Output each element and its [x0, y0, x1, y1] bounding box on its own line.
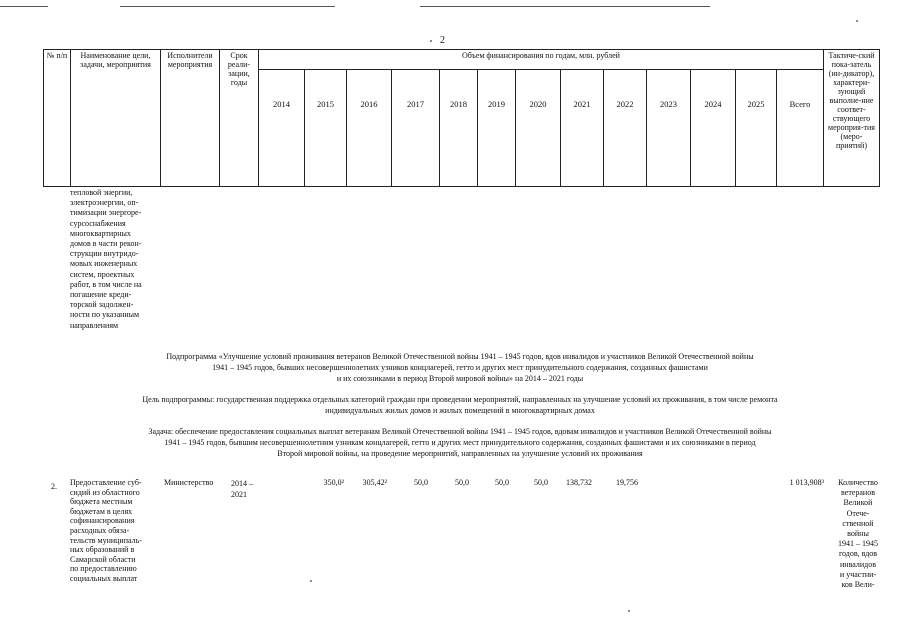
text-line: сидий из областного — [70, 487, 140, 497]
text-line: Великой — [843, 498, 873, 508]
total-header: Всего — [777, 70, 824, 187]
row-executor: Министерство — [164, 478, 214, 487]
scan-speck — [310, 580, 312, 582]
text-line: домов в части рекон- — [70, 239, 142, 249]
text-line: тепловой энергии, — [70, 188, 133, 197]
text-line: годов, вдов — [838, 549, 878, 559]
year-header: 2022 — [604, 70, 647, 187]
year-header: 2020 — [516, 70, 561, 187]
text-line: электроэнергии, оп- — [70, 198, 139, 208]
row-number: 2. — [51, 482, 57, 491]
header-table — [43, 49, 880, 187]
value-2018: 50,0 — [455, 478, 469, 487]
text-line: ственной — [842, 518, 874, 528]
continued-description — [70, 188, 160, 331]
row-indicator — [830, 478, 886, 590]
text-line: ков Вели- — [841, 580, 875, 590]
header-indicator: Тактиче-ский пока-затель (ин-дикатор), характери-зующий выполне-ние соответ-ствующего мероприя-тия (меро-приятий) — [824, 50, 880, 187]
year-header: 2018 — [440, 70, 478, 187]
text-line: и участни- — [839, 569, 877, 579]
text-line: бюджетам в целях — [70, 506, 133, 516]
year-header: 2017 — [392, 70, 440, 187]
scan-speck — [430, 40, 432, 42]
top-rule-left — [0, 6, 48, 7]
text-line: направлениям — [70, 320, 119, 330]
text-line: социальных выплат — [70, 573, 138, 583]
text-line: ных образований в — [70, 545, 135, 555]
text-line: Самарской области — [70, 554, 136, 564]
page-number: 2 — [440, 35, 445, 46]
text-line: Отече- — [846, 508, 870, 518]
text-line: Предоставление суб- — [70, 478, 142, 487]
text-line: многоквартирных — [70, 228, 131, 238]
text-line: ности по указанным — [70, 310, 140, 320]
value-2020: 50,0 — [534, 478, 548, 487]
text-line: работ, в том числе на — [70, 279, 142, 289]
text-line: тельств муниципаль- — [70, 535, 142, 545]
text-line: бюджета местным — [70, 497, 133, 507]
text-line: инвалидов — [840, 559, 876, 569]
year-header: 2016 — [347, 70, 392, 187]
term-start: 2014 – — [231, 479, 253, 488]
text-line: погашение креди- — [70, 290, 132, 300]
text-line: Количество — [838, 478, 878, 487]
value-2022: 19,756 — [616, 478, 638, 487]
text-line: софинансирования — [70, 516, 135, 526]
text-line: систем, проектных — [70, 269, 135, 279]
text-line: 1941 – 1945 — [838, 539, 878, 549]
header-num: № п/п — [44, 50, 71, 187]
year-header: 2021 — [561, 70, 604, 187]
header-funding: Объем финансирования по годам, млн. рублей — [259, 50, 824, 70]
text-line: тимизации энергоре- — [70, 208, 142, 218]
text-line: мовых инженерных — [70, 259, 138, 269]
year-header: 2019 — [478, 70, 516, 187]
subprogram-title: Подпрограмма «Улучшение условий проживания ветеранов Великой Отечественной войны 1941 – 1945 годов, вдов инвалидов и участников Великой Отечественной войны 1941 – 1945 годов, бывших несовершеннолетних узников концлагерей, гетто и других мест принудительного содержания, созданных фашистами и их союзниками в период Второй мировой войны» на 2014 – 2021 годы — [166, 352, 754, 383]
value-total: 1 013,908³ — [789, 478, 824, 487]
term-end: 2021 — [231, 490, 247, 499]
text-line: ветеранов — [841, 488, 875, 498]
year-header: 2025 — [736, 70, 777, 187]
top-rule-right — [420, 6, 710, 7]
text-line: торской задолжен- — [70, 300, 134, 310]
value-2016: 305,42² — [362, 478, 387, 487]
year-header: 2023 — [647, 70, 691, 187]
subprogram-task: Задача: обеспечение предоставления социальных выплат ветеранам Великой Отечественной войны 1941 – 1945 годов, вдовам инвалидов и участников Великой Отечественной войны 1941 – 1945 годов, бывшим несовершеннолетним узникам концлагерей, гетто и других мест принудительного содержания, созданных фашистами и их союзниками в период Второй мировой войны, на проведение мероприятий, направленных на улучшение условий их проживания — [148, 427, 772, 458]
value-2019: 50,0 — [495, 478, 509, 487]
subprogram-goal: Цель подпрограммы: государственная поддержка отдельных категорий граждан при проведении мероприятий, направленных на улучшение условий их проживания, в том числе ремонта индивидуальных жилых домов и жилых помещений в многоквартирных домах — [142, 395, 778, 415]
text-line: сурсоснабжения — [70, 218, 126, 228]
scan-speck — [628, 610, 630, 612]
row-description — [70, 478, 160, 584]
header-name: Наименование цели, задачи, мероприятия — [71, 50, 161, 187]
row-term — [231, 478, 253, 500]
text-line: по предоставлению — [70, 564, 137, 574]
year-header: 2014 — [259, 70, 305, 187]
text-line: струкции внутридо- — [70, 249, 139, 259]
text-line: расходных обяза- — [70, 525, 130, 535]
text-line: войны — [847, 529, 869, 539]
value-2015: 350,0² — [323, 478, 344, 487]
top-rule-mid — [120, 6, 335, 7]
scan-speck — [856, 20, 858, 22]
header-executors: Исполнители мероприятия — [161, 50, 220, 187]
year-header: 2015 — [305, 70, 347, 187]
header-term: Срок реали-зации, годы — [220, 50, 259, 187]
value-2017: 50,0 — [414, 478, 428, 487]
year-header: 2024 — [691, 70, 736, 187]
value-2021: 138,732 — [566, 478, 592, 487]
